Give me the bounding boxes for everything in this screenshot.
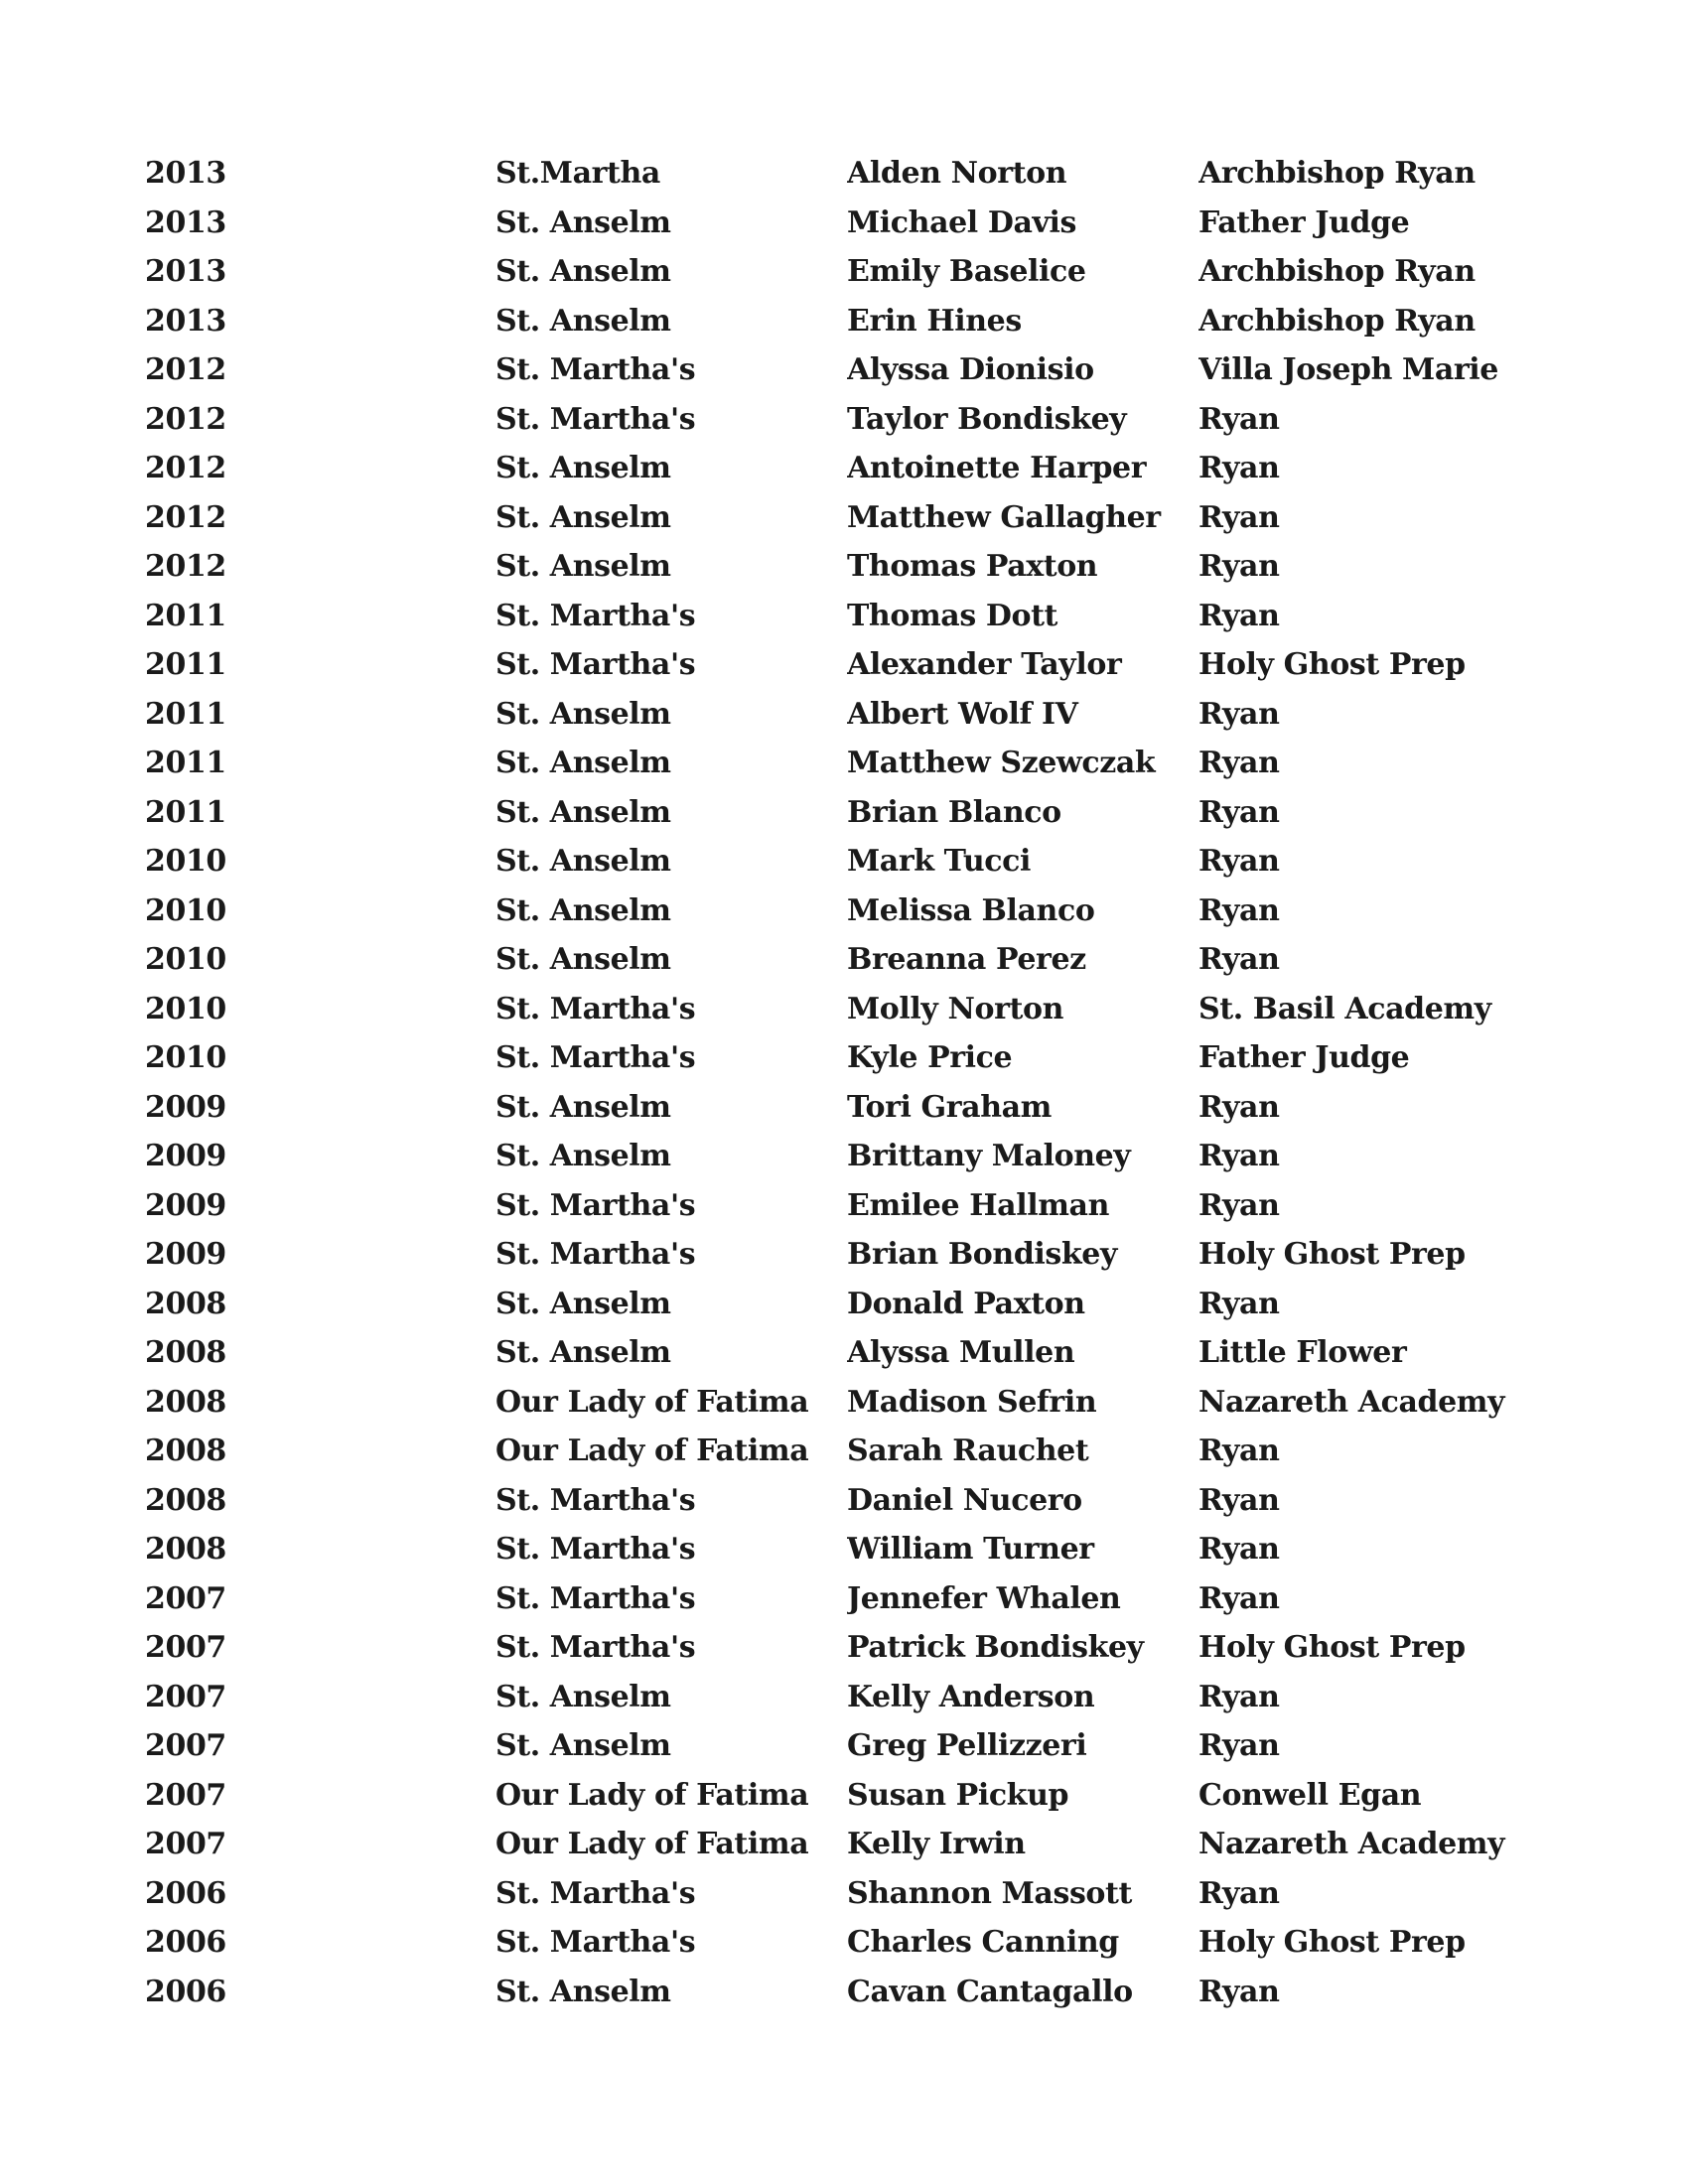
- cell-parish: St. Anselm: [495, 696, 671, 732]
- cell-year: 2006: [145, 1875, 226, 1911]
- cell-name: Jennefer Whalen: [847, 1580, 1121, 1616]
- table-row: [137, 493, 1555, 543]
- cell-name: Erin Hines: [847, 303, 1022, 339]
- cell-school: Holy Ghost Prep: [1198, 647, 1466, 682]
- table-row: [137, 985, 1555, 1034]
- cell-year: 2012: [145, 499, 226, 535]
- cell-year: 2012: [145, 401, 226, 437]
- cell-year: 2006: [145, 1974, 226, 2009]
- cell-name: Madison Sefrin: [847, 1384, 1097, 1420]
- cell-parish: St. Anselm: [495, 1089, 671, 1125]
- cell-school: Ryan: [1198, 1580, 1280, 1616]
- cell-school: Ryan: [1198, 1187, 1280, 1223]
- cell-name: Melissa Blanco: [847, 892, 1095, 928]
- cell-year: 2011: [145, 647, 226, 682]
- table-row: [137, 1181, 1555, 1231]
- cell-name: Cavan Cantagallo: [847, 1974, 1133, 2009]
- cell-name: Thomas Dott: [847, 598, 1058, 633]
- cell-school: Ryan: [1198, 1875, 1280, 1911]
- cell-school: Ryan: [1198, 401, 1280, 437]
- records-table: [137, 149, 1555, 2016]
- cell-parish: St. Anselm: [495, 844, 671, 879]
- cell-name: Alyssa Dionisio: [847, 352, 1094, 387]
- cell-school: Holy Ghost Prep: [1198, 1237, 1466, 1272]
- cell-year: 2011: [145, 598, 226, 633]
- cell-school: Ryan: [1198, 746, 1280, 780]
- cell-parish: St. Martha's: [495, 991, 696, 1026]
- cell-year: 2010: [145, 991, 226, 1026]
- cell-school: Father Judge: [1198, 1040, 1410, 1075]
- cell-name: Brian Bondiskey: [847, 1237, 1117, 1272]
- table-row: [137, 788, 1555, 838]
- table-row: [137, 1280, 1555, 1329]
- table-row: [137, 1820, 1555, 1869]
- cell-year: 2008: [145, 1433, 226, 1468]
- table-row: [137, 297, 1555, 346]
- cell-year: 2010: [145, 1040, 226, 1075]
- cell-year: 2009: [145, 1187, 226, 1223]
- cell-year: 2008: [145, 1335, 226, 1370]
- cell-name: Donald Paxton: [847, 1286, 1085, 1321]
- cell-name: Molly Norton: [847, 991, 1064, 1026]
- cell-school: Little Flower: [1198, 1335, 1407, 1370]
- cell-name: Kyle Price: [847, 1040, 1013, 1075]
- cell-school: Ryan: [1198, 696, 1280, 732]
- cell-name: Thomas Paxton: [847, 549, 1098, 584]
- table-row: [137, 1328, 1555, 1378]
- cell-school: Ryan: [1198, 1286, 1280, 1321]
- cell-name: Taylor Bondiskey: [847, 401, 1127, 437]
- table-row: [137, 1869, 1555, 1919]
- cell-name: Brittany Maloney: [847, 1139, 1131, 1173]
- cell-parish: Our Lady of Fatima: [495, 1384, 809, 1420]
- cell-parish: St. Martha's: [495, 1482, 696, 1518]
- cell-year: 2011: [145, 746, 226, 780]
- cell-year: 2007: [145, 1679, 226, 1714]
- table-row: [137, 1968, 1555, 2017]
- table-row: [137, 640, 1555, 690]
- cell-name: William Turner: [847, 1532, 1094, 1567]
- cell-parish: St. Martha's: [495, 1237, 696, 1272]
- cell-parish: St. Anselm: [495, 549, 671, 584]
- cell-name: Alyssa Mullen: [847, 1335, 1075, 1370]
- cell-year: 2006: [145, 1925, 226, 1960]
- cell-parish: St. Martha's: [495, 647, 696, 682]
- cell-parish: St. Martha's: [495, 1925, 696, 1960]
- cell-school: Nazareth Academy: [1198, 1827, 1505, 1861]
- cell-name: Matthew Szewczak: [847, 746, 1156, 780]
- cell-parish: St. Anselm: [495, 451, 671, 485]
- cell-school: Ryan: [1198, 1679, 1280, 1714]
- cell-parish: St. Anselm: [495, 1679, 671, 1714]
- cell-school: Father Judge: [1198, 205, 1410, 240]
- cell-school: Conwell Egan: [1198, 1777, 1422, 1813]
- table-row: [137, 887, 1555, 936]
- cell-parish: Our Lady of Fatima: [495, 1827, 809, 1861]
- table-row: [137, 395, 1555, 445]
- cell-parish: St. Anselm: [495, 746, 671, 780]
- cell-school: Archbishop Ryan: [1198, 156, 1476, 191]
- cell-school: Ryan: [1198, 942, 1280, 977]
- cell-parish: St. Martha's: [495, 1532, 696, 1567]
- cell-name: Albert Wolf IV: [847, 696, 1078, 732]
- table-row: [137, 345, 1555, 395]
- cell-parish: Our Lady of Fatima: [495, 1777, 809, 1813]
- cell-name: Daniel Nucero: [847, 1482, 1082, 1518]
- cell-parish: St. Martha's: [495, 598, 696, 633]
- cell-parish: St. Anselm: [495, 303, 671, 339]
- cell-school: Villa Joseph Marie: [1198, 352, 1498, 387]
- cell-year: 2009: [145, 1139, 226, 1173]
- cell-name: Greg Pellizzeri: [847, 1728, 1087, 1763]
- cell-year: 2010: [145, 942, 226, 977]
- cell-parish: St. Anselm: [495, 205, 671, 240]
- cell-year: 2009: [145, 1237, 226, 1272]
- table-row: [137, 1918, 1555, 1968]
- table-row: [137, 935, 1555, 985]
- cell-year: 2008: [145, 1532, 226, 1567]
- table-row: [137, 1230, 1555, 1280]
- cell-year: 2007: [145, 1630, 226, 1665]
- cell-school: Ryan: [1198, 794, 1280, 830]
- cell-school: Ryan: [1198, 1974, 1280, 2009]
- cell-year: 2011: [145, 794, 226, 830]
- cell-parish: St. Martha's: [495, 401, 696, 437]
- cell-school: Ryan: [1198, 844, 1280, 879]
- cell-year: 2007: [145, 1580, 226, 1616]
- cell-year: 2008: [145, 1482, 226, 1518]
- cell-year: 2013: [145, 156, 226, 191]
- records-table-body: [137, 149, 1555, 2016]
- cell-name: Matthew Gallagher: [847, 499, 1161, 535]
- cell-school: Ryan: [1198, 549, 1280, 584]
- cell-name: Patrick Bondiskey: [847, 1630, 1144, 1665]
- table-row: [137, 1771, 1555, 1821]
- cell-year: 2011: [145, 696, 226, 732]
- cell-name: Breanna Perez: [847, 942, 1086, 977]
- cell-parish: St. Martha's: [495, 1580, 696, 1616]
- cell-parish: St. Anselm: [495, 794, 671, 830]
- table-row: [137, 1623, 1555, 1673]
- cell-school: Ryan: [1198, 1089, 1280, 1125]
- cell-year: 2007: [145, 1777, 226, 1813]
- cell-year: 2013: [145, 303, 226, 339]
- cell-school: Ryan: [1198, 1482, 1280, 1518]
- table-row: [137, 1476, 1555, 1526]
- cell-parish: St. Anselm: [495, 1728, 671, 1763]
- cell-parish: St. Anselm: [495, 1139, 671, 1173]
- cell-parish: St. Martha's: [495, 1040, 696, 1075]
- cell-name: Charles Canning: [847, 1925, 1119, 1960]
- table-row: [137, 690, 1555, 740]
- table-row: [137, 592, 1555, 641]
- cell-year: 2010: [145, 892, 226, 928]
- cell-parish: St. Martha's: [495, 1630, 696, 1665]
- table-row: [137, 1132, 1555, 1181]
- table-row: [137, 444, 1555, 493]
- cell-name: Emily Baselice: [847, 254, 1086, 289]
- cell-parish: St. Martha's: [495, 1875, 696, 1911]
- cell-year: 2012: [145, 451, 226, 485]
- cell-name: Alden Norton: [847, 156, 1067, 191]
- cell-school: Nazareth Academy: [1198, 1384, 1505, 1420]
- table-row: [137, 199, 1555, 248]
- cell-name: Emilee Hallman: [847, 1187, 1109, 1223]
- cell-year: 2010: [145, 844, 226, 879]
- cell-parish: St. Anselm: [495, 892, 671, 928]
- table-row: [137, 542, 1555, 592]
- cell-school: Archbishop Ryan: [1198, 303, 1476, 339]
- cell-year: 2013: [145, 205, 226, 240]
- cell-year: 2009: [145, 1089, 226, 1125]
- cell-year: 2012: [145, 352, 226, 387]
- cell-name: Tori Graham: [847, 1089, 1052, 1125]
- cell-school: St. Basil Academy: [1198, 991, 1491, 1026]
- cell-school: Ryan: [1198, 499, 1280, 535]
- table-row: [137, 149, 1555, 199]
- cell-name: Mark Tucci: [847, 844, 1031, 879]
- cell-year: 2012: [145, 549, 226, 584]
- cell-name: Sarah Rauchet: [847, 1433, 1089, 1468]
- cell-year: 2007: [145, 1728, 226, 1763]
- table-row: [137, 1378, 1555, 1428]
- cell-school: Ryan: [1198, 892, 1280, 928]
- table-row: [137, 1083, 1555, 1133]
- table-row: [137, 837, 1555, 887]
- cell-name: Alexander Taylor: [847, 647, 1122, 682]
- cell-year: 2013: [145, 254, 226, 289]
- cell-name: Kelly Anderson: [847, 1679, 1095, 1714]
- table-row: [137, 1721, 1555, 1771]
- cell-name: Susan Pickup: [847, 1777, 1069, 1813]
- cell-school: Holy Ghost Prep: [1198, 1630, 1466, 1665]
- cell-parish: St. Anselm: [495, 499, 671, 535]
- table-row: [137, 1574, 1555, 1624]
- cell-parish: St.Martha: [495, 156, 660, 191]
- cell-parish: Our Lady of Fatima: [495, 1433, 809, 1468]
- table-row: [137, 247, 1555, 297]
- table-row: [137, 1525, 1555, 1574]
- table-row: [137, 1033, 1555, 1083]
- cell-year: 2007: [145, 1827, 226, 1861]
- table-row: [137, 739, 1555, 788]
- cell-name: Michael Davis: [847, 205, 1077, 240]
- cell-parish: St. Martha's: [495, 352, 696, 387]
- cell-school: Holy Ghost Prep: [1198, 1925, 1466, 1960]
- cell-school: Ryan: [1198, 451, 1280, 485]
- cell-name: Antoinette Harper: [847, 451, 1147, 485]
- table-row: [137, 1673, 1555, 1722]
- cell-parish: St. Anselm: [495, 1335, 671, 1370]
- cell-school: Ryan: [1198, 1532, 1280, 1567]
- cell-parish: St. Anselm: [495, 1974, 671, 2009]
- cell-school: Ryan: [1198, 1728, 1280, 1763]
- cell-school: Ryan: [1198, 1139, 1280, 1173]
- cell-parish: St. Martha's: [495, 1187, 696, 1223]
- cell-parish: St. Anselm: [495, 254, 671, 289]
- cell-school: Archbishop Ryan: [1198, 254, 1476, 289]
- table-row: [137, 1427, 1555, 1476]
- cell-name: Kelly Irwin: [847, 1827, 1026, 1861]
- cell-parish: St. Anselm: [495, 1286, 671, 1321]
- cell-year: 2008: [145, 1384, 226, 1420]
- cell-school: Ryan: [1198, 598, 1280, 633]
- cell-year: 2008: [145, 1286, 226, 1321]
- cell-school: Ryan: [1198, 1433, 1280, 1468]
- cell-name: Brian Blanco: [847, 794, 1061, 830]
- cell-parish: St. Anselm: [495, 942, 671, 977]
- cell-name: Shannon Massott: [847, 1875, 1132, 1911]
